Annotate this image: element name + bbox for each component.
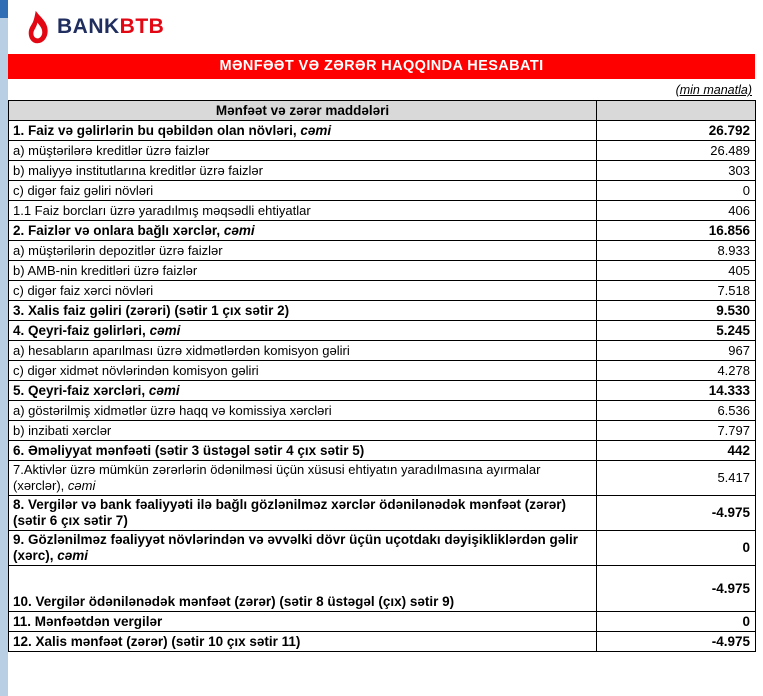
- table-row: [9, 612, 756, 632]
- row-label-text: 3. Xalis faiz gəliri (zərəri) (sətir 1 çıx sətir 2): [13, 302, 290, 318]
- left-edge-strip-top: [0, 0, 8, 18]
- row-value: 0: [597, 181, 756, 201]
- table-row: [9, 632, 756, 652]
- row-value: 9.530: [597, 301, 756, 321]
- brand-name-btb: BTB: [119, 15, 165, 38]
- row-label-text: a) hesabların aparılması üzrə xidmətlərdən komisyon gəliri: [13, 342, 350, 358]
- row-value: 8.933: [597, 241, 756, 261]
- row-value: 303: [597, 161, 756, 181]
- row-label-suffix: cəmi: [223, 222, 255, 238]
- row-value: 5.417: [597, 461, 756, 496]
- report-title-banner: [8, 54, 755, 79]
- pl-table-body: [9, 121, 756, 652]
- row-value: -4.975: [597, 632, 756, 652]
- row-label: [9, 612, 597, 632]
- row-value: 4.278: [597, 361, 756, 381]
- table-row: [9, 401, 756, 421]
- unit-note: (min manatla): [675, 83, 752, 97]
- row-label-text: 9. Gözlənilməz fəaliyyət növlərindən və əvvəlki dövr üçün uçotdakı dəyişikliklərdən gəlir (xərc),: [13, 532, 578, 563]
- table-row: [9, 441, 756, 461]
- table-row: [9, 531, 756, 566]
- row-label-text: 10. Vergilər ödənilənədək mənfəət (zərər) (sətir 8 üstəgəl (çıx) sətir 9): [13, 594, 455, 609]
- row-label-text: 5. Qeyri-faiz xərcləri,: [13, 382, 149, 398]
- row-value: 405: [597, 261, 756, 281]
- row-label-suffix: cəmi: [149, 322, 181, 338]
- row-label: [9, 181, 597, 201]
- row-label-text: 4. Qeyri-faiz gəlirləri,: [13, 322, 150, 338]
- table-row: [9, 241, 756, 261]
- row-value: 442: [597, 441, 756, 461]
- table-header-row: [9, 101, 756, 121]
- row-value: -4.975: [597, 496, 756, 531]
- table-header-value-spacer: [597, 101, 756, 121]
- row-label-text: a) göstərilmiş xidmətlər üzrə haqq və komissiya xərcləri: [13, 402, 332, 418]
- table-row: [9, 321, 756, 341]
- row-label-suffix: cəmi: [148, 382, 180, 398]
- row-label: [9, 321, 597, 341]
- row-label: [9, 496, 597, 531]
- row-label: [9, 361, 597, 381]
- row-label: [9, 341, 597, 361]
- table-row: [9, 281, 756, 301]
- row-value: 26.792: [597, 121, 756, 141]
- row-label-text: 2. Faizlər və onlara bağlı xərclər,: [13, 222, 224, 238]
- row-label: [9, 421, 597, 441]
- table-row: [9, 161, 756, 181]
- row-value: 16.856: [597, 221, 756, 241]
- row-label: [9, 632, 597, 652]
- row-label-text: c) digər faiz gəliri növləri: [13, 182, 154, 198]
- table-row: [9, 261, 756, 281]
- row-label: [9, 381, 597, 401]
- row-label-suffix: cəmi: [300, 122, 332, 138]
- row-label: [9, 241, 597, 261]
- row-value: 967: [597, 341, 756, 361]
- row-label-text: c) digər xidmət növlərindən komisyon gəliri: [13, 362, 259, 378]
- row-label-text: 1. Faiz və gəlirlərin bu qəbildən olan növləri,: [13, 122, 301, 138]
- row-value: 6.536: [597, 401, 756, 421]
- row-value: -4.975: [597, 566, 756, 612]
- row-label-text: b) AMB-nin kreditləri üzrə faizlər: [13, 262, 198, 278]
- row-label-text: b) inzibati xərclər: [13, 422, 112, 438]
- row-value: 14.333: [597, 381, 756, 401]
- table-row: [9, 141, 756, 161]
- row-label-text: 12. Xalis mənfəət (zərər) (sətir 10 çıx sətir 11): [13, 633, 301, 649]
- brand-name-bank: BANK: [57, 15, 120, 38]
- row-label-text: c) digər faiz xərci növləri: [13, 282, 154, 298]
- row-value: 406: [597, 201, 756, 221]
- table-header-label: Mənfəət və zərər maddələri: [9, 101, 597, 121]
- row-label: [9, 566, 597, 612]
- row-label: [9, 401, 597, 421]
- brand-header: [8, 0, 755, 54]
- row-label: [9, 201, 597, 221]
- row-label: [9, 221, 597, 241]
- table-row: [9, 341, 756, 361]
- row-label-text: 11. Mənfəətdən vergilər: [13, 613, 163, 629]
- row-label: [9, 121, 597, 141]
- table-row: [9, 181, 756, 201]
- brand-name: [57, 15, 164, 39]
- table-row: [9, 461, 756, 496]
- row-value: 7.797: [597, 421, 756, 441]
- row-label-suffix: cəmi: [67, 478, 96, 493]
- table-row: [9, 201, 756, 221]
- row-label-text: 6. Əməliyyat mənfəəti (sətir 3 üstəgəl sətir 4 çıx sətir 5): [13, 442, 365, 458]
- table-row: [9, 566, 756, 612]
- row-label: [9, 531, 597, 566]
- row-label-text: a) müştərilərin depozitlər üzrə faizlər: [13, 242, 223, 258]
- table-row: [9, 361, 756, 381]
- pl-table: [8, 100, 756, 652]
- report-title: MƏNFƏƏT VƏ ZƏRƏR HAQQINDA HESABATI: [219, 58, 544, 74]
- row-label-text: 1.1 Faiz borcları üzrə yaradılmış məqsədli ehtiyatlar: [13, 202, 311, 218]
- report-content: [8, 0, 755, 696]
- row-value: 0: [597, 531, 756, 566]
- row-label: [9, 461, 597, 496]
- table-row: [9, 121, 756, 141]
- row-value: 0: [597, 612, 756, 632]
- row-value: 5.245: [597, 321, 756, 341]
- row-value: 7.518: [597, 281, 756, 301]
- table-row: [9, 301, 756, 321]
- table-row: [9, 221, 756, 241]
- row-label-text: b) maliyyə institutlarına kreditlər üzrə faizlər: [13, 162, 263, 178]
- left-edge-strip: [0, 0, 8, 696]
- table-row: [9, 381, 756, 401]
- row-label: [9, 441, 597, 461]
- row-label-text: 8. Vergilər və bank fəaliyyəti ilə bağlı gözlənilməz xərclər ödənilənədək mənfəət (zərər) (sətir 6 çıx sətir 7): [13, 497, 566, 528]
- row-label: [9, 161, 597, 181]
- table-row: [9, 496, 756, 531]
- row-label: [9, 261, 597, 281]
- row-value: 26.489: [597, 141, 756, 161]
- bank-flame-logo-icon: [26, 9, 52, 45]
- row-label: [9, 281, 597, 301]
- row-label-text: a) müştərilərə kreditlər üzrə faizlər: [13, 142, 210, 158]
- row-label: [9, 301, 597, 321]
- row-label-text: 7.Aktivlər üzrə mümkün zərərlərin ödənilməsi üçün xüsusi ehtiyatın yaradılmasına ayırmalar (xərclər),: [13, 462, 541, 493]
- table-row: [9, 421, 756, 441]
- row-label-suffix: cəmi: [57, 548, 89, 563]
- row-label: [9, 141, 597, 161]
